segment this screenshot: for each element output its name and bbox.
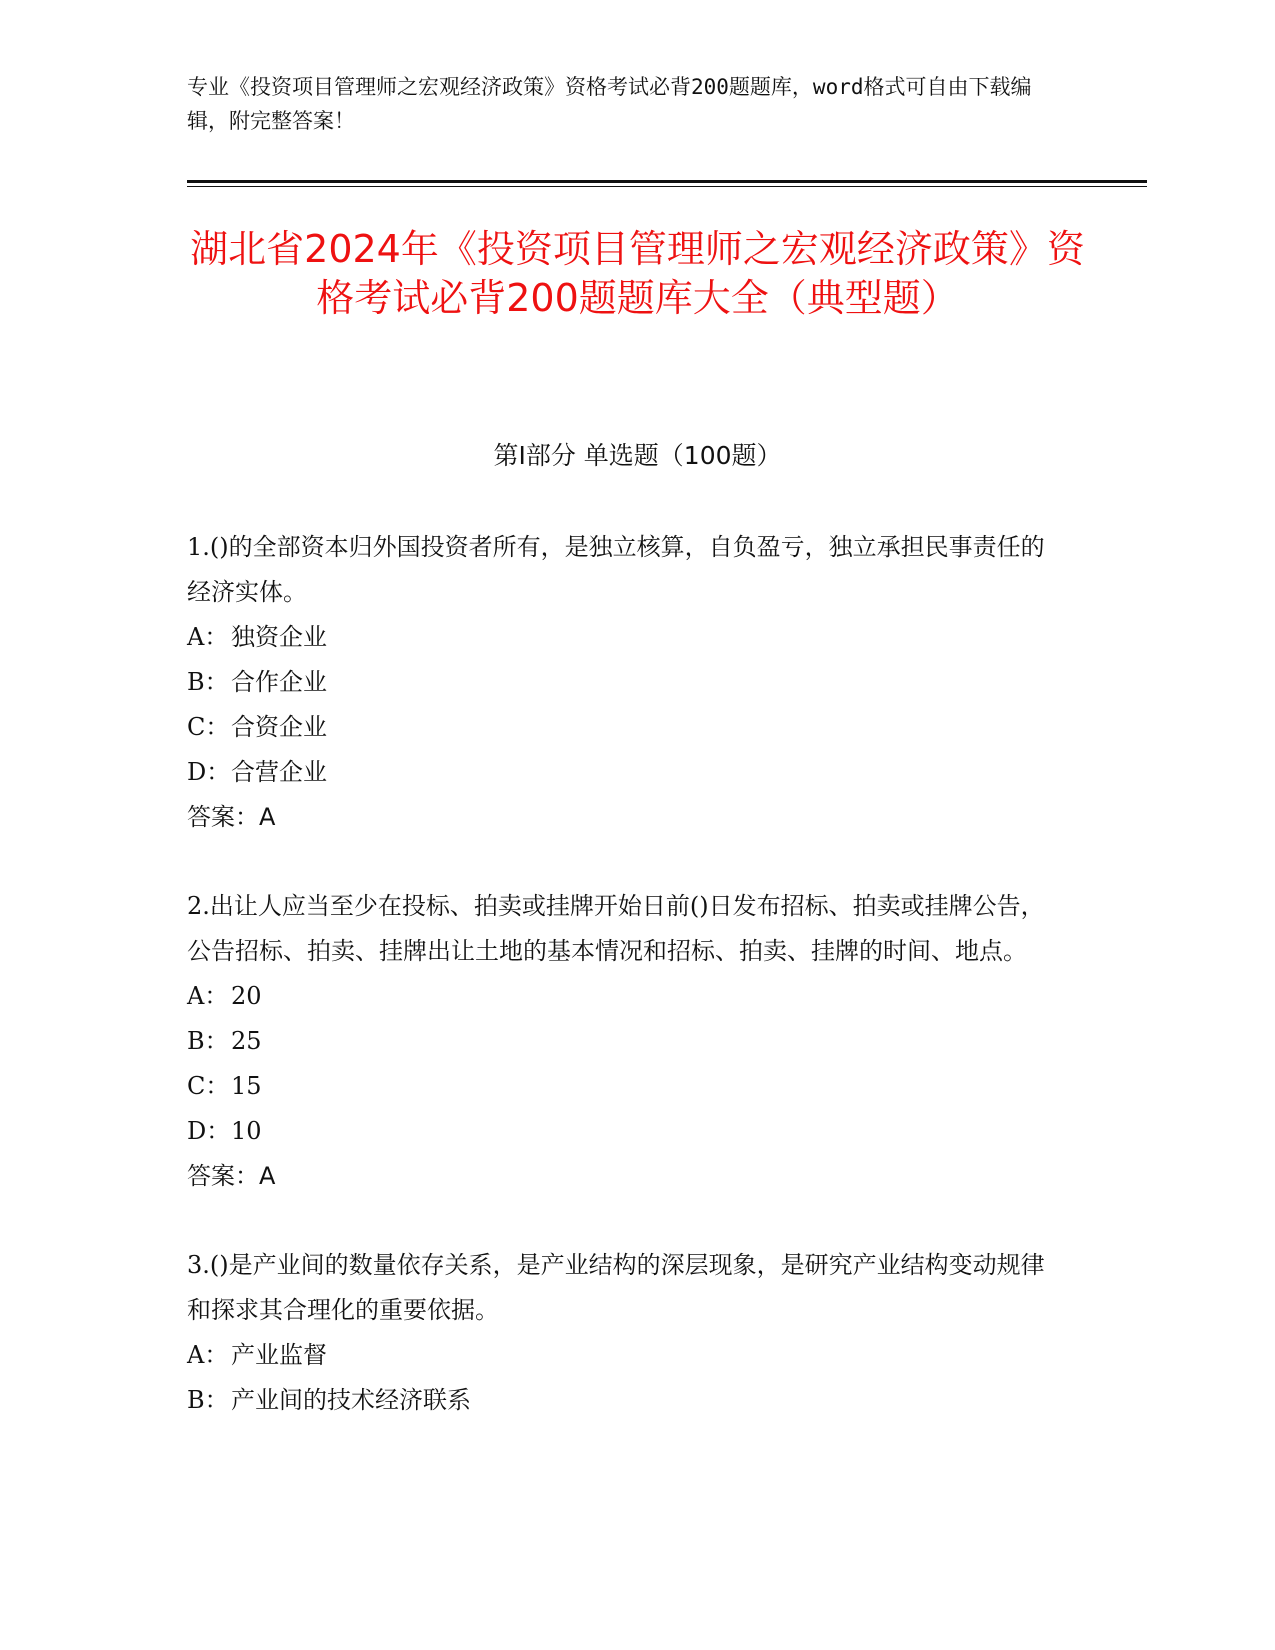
option-key: C： — [187, 1072, 230, 1100]
option-b — [187, 1378, 1067, 1423]
option-key: B： — [187, 1386, 229, 1414]
option-key: A： — [187, 623, 229, 651]
option-key: A： — [187, 1341, 229, 1369]
option-text: 独资企业 — [231, 623, 327, 651]
option-b — [187, 660, 1067, 705]
option-text: 10 — [231, 1117, 262, 1145]
option-key: C： — [187, 713, 230, 741]
answer-value: A — [259, 1162, 276, 1190]
option-c — [187, 1064, 1067, 1109]
option-key: B： — [187, 668, 229, 696]
option-text: 合资企业 — [231, 713, 327, 741]
option-text: 合营企业 — [231, 758, 327, 786]
answer-value: A — [259, 803, 276, 831]
question-stem: 3.()是产业间的数量依存关系，是产业结构的深层现象，是研究产业结构变动规律和探求其合理化的重要依据。 — [187, 1251, 1045, 1324]
option-text: 25 — [231, 1027, 262, 1055]
answer-line — [187, 1154, 1067, 1199]
option-c — [187, 705, 1067, 750]
question-2 — [187, 884, 1067, 1199]
option-text: 合作企业 — [231, 668, 327, 696]
option-a — [187, 615, 1067, 660]
option-text: 15 — [231, 1072, 262, 1100]
option-a — [187, 1333, 1067, 1378]
option-d — [187, 750, 1067, 795]
option-text: 产业间的技术经济联系 — [231, 1386, 471, 1414]
option-text: 产业监督 — [231, 1341, 327, 1369]
question-1 — [187, 525, 1067, 840]
option-key: B： — [187, 1027, 229, 1055]
section-heading: 第I部分 单选题（100题） — [493, 441, 782, 470]
option-key: D： — [187, 758, 231, 786]
header-note: 专业《投资项目管理师之宏观经济政策》资格考试必背200题题库，word格式可自由下载编辑，附完整答案！ — [187, 75, 1032, 133]
option-a — [187, 974, 1067, 1019]
question-list — [187, 525, 1067, 1467]
document-title: 湖北省2024年《投资项目管理师之宏观经济政策》资格考试必背200题题库大全（典型题） — [190, 227, 1085, 320]
option-d — [187, 1109, 1067, 1154]
answer-label: 答案： — [187, 1162, 259, 1190]
option-key: D： — [187, 1117, 231, 1145]
question-3 — [187, 1243, 1067, 1423]
option-text: 20 — [231, 982, 262, 1010]
header-rule-thin — [187, 186, 1147, 187]
option-b — [187, 1019, 1067, 1064]
answer-label: 答案： — [187, 803, 259, 831]
option-key: A： — [187, 982, 229, 1010]
question-stem: 2.出让人应当至少在投标、拍卖或挂牌开始日前()日发布招标、拍卖或挂牌公告，公告招标、拍卖、挂牌出让土地的基本情况和招标、拍卖、挂牌的时间、地点。 — [187, 892, 1045, 965]
answer-line — [187, 795, 1067, 840]
header-rule-thick — [187, 180, 1147, 183]
question-stem: 1.()的全部资本归外国投资者所有，是独立核算，自负盈亏，独立承担民事责任的经济实体。 — [187, 533, 1045, 606]
